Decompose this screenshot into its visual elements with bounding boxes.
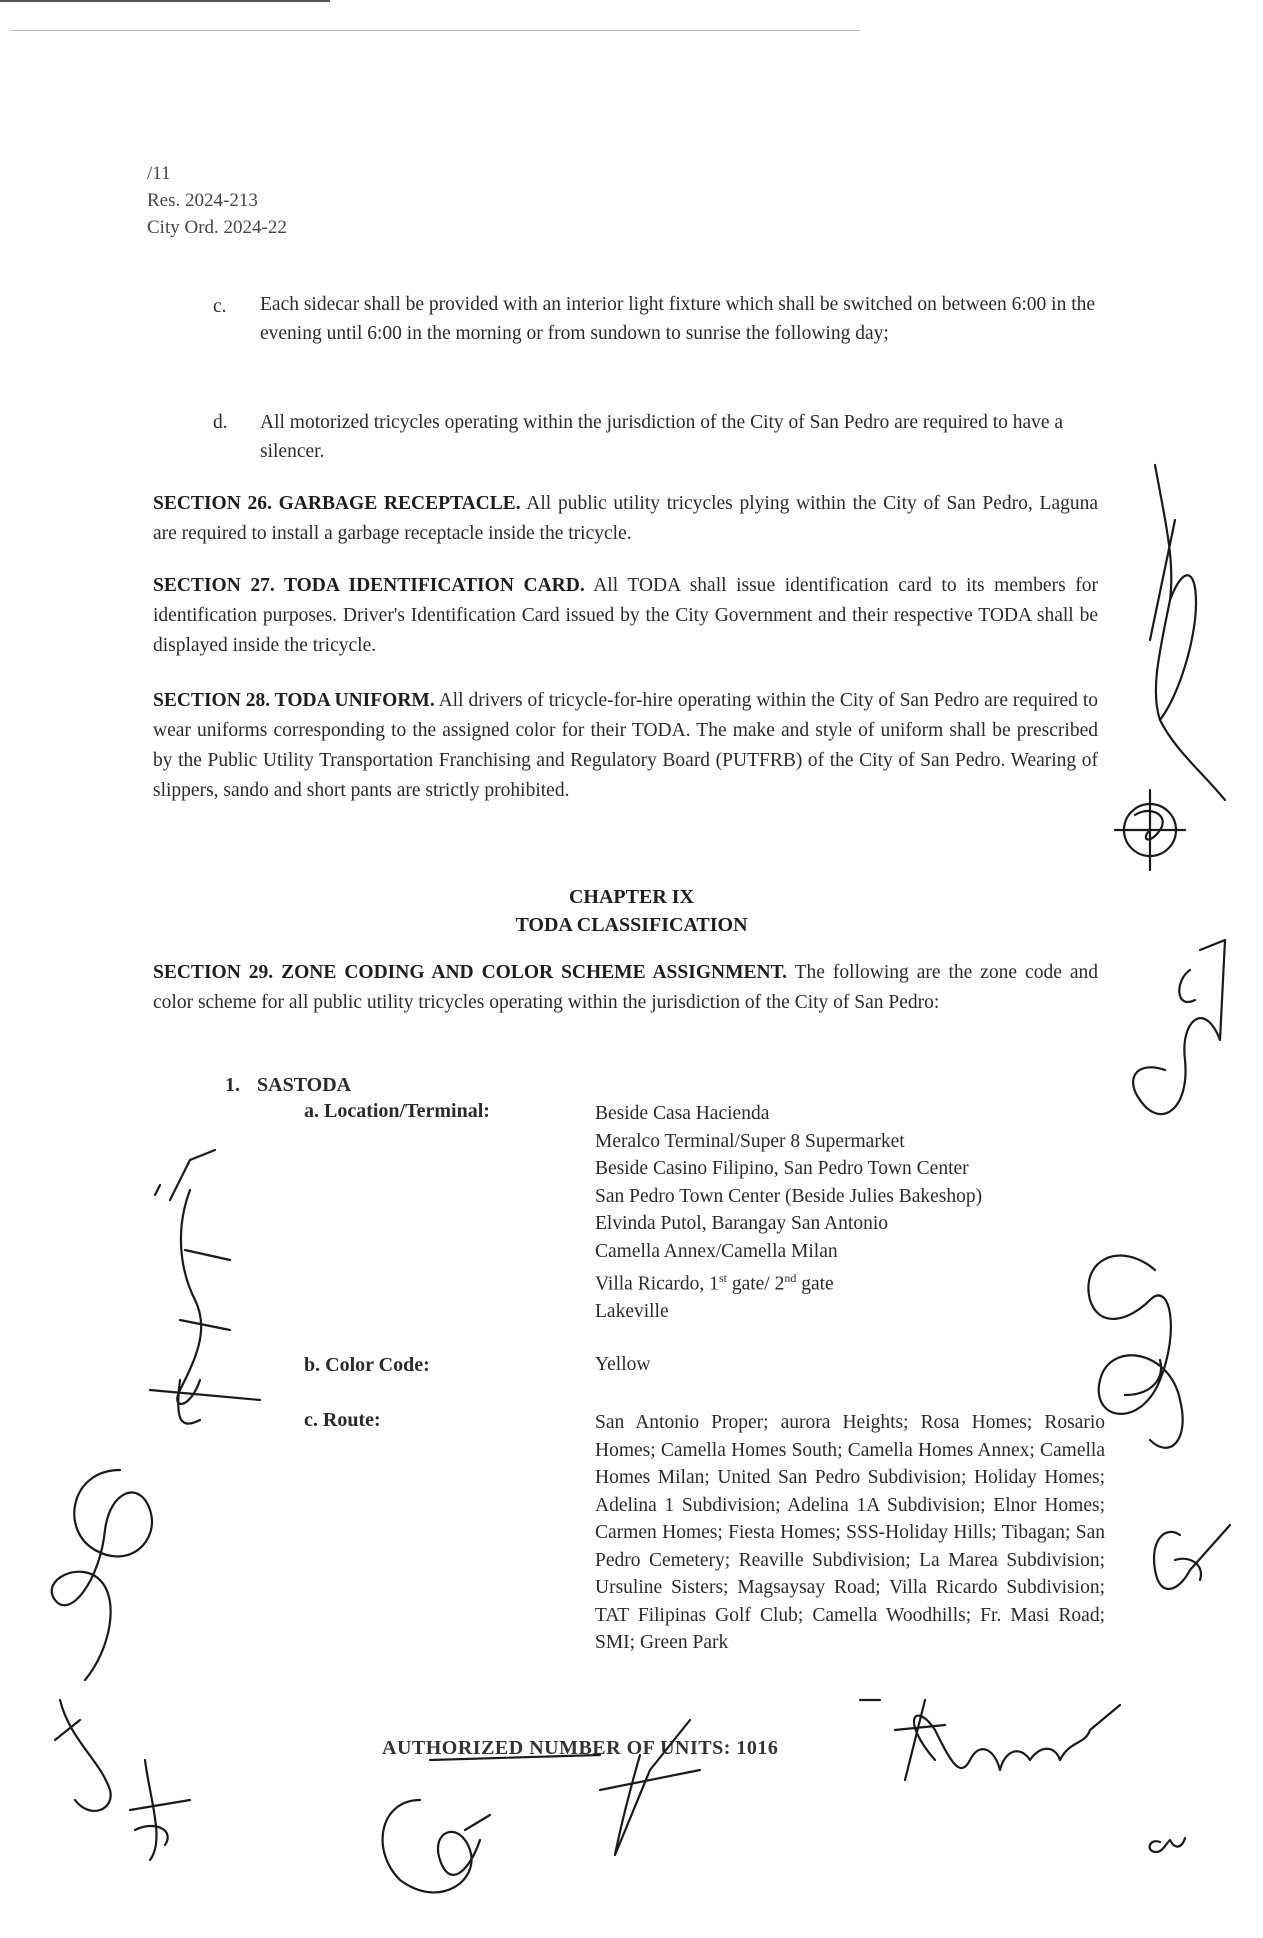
signature-left-vertical	[150, 1150, 260, 1424]
villa-ricardo-sup2: nd	[784, 1271, 797, 1285]
location-item: Camella Annex/Camella Milan	[595, 1240, 838, 1262]
toda-heading	[225, 1074, 351, 1097]
location-list	[595, 1100, 982, 1326]
section-26-title: SECTION 26. GARBAGE RECEPTACLE.	[153, 493, 521, 514]
page-number: /11	[147, 163, 171, 184]
authorized-units: AUTHORIZED NUMBER OF UNITS: 1016	[382, 1737, 779, 1759]
ordinance-number: City Ord. 2024-22	[147, 217, 287, 238]
location-item: Lakeville	[595, 1301, 669, 1322]
location-item: Beside Casino Filipino, San Pedro Town Center	[595, 1158, 969, 1179]
color-value: Yellow	[595, 1354, 651, 1375]
section-28	[153, 686, 1098, 806]
document-header	[147, 160, 287, 241]
item-c-text: Each sidecar shall be provided with an interior light fixture which shall be switched on between 6:00 in the evening until 6:00 in the morning or from sundown to sunrise the following day;	[260, 294, 1096, 344]
section-26	[153, 489, 1098, 549]
item-d	[213, 408, 1098, 466]
item-c-marker: c.	[213, 296, 227, 317]
route-label: c. Route:	[304, 1409, 381, 1431]
color-label: b. Color Code:	[304, 1354, 430, 1376]
section-28-title: SECTION 28. TODA UNIFORM.	[153, 690, 435, 711]
item-c	[213, 290, 1098, 348]
location-item: Beside Casa Hacienda	[595, 1103, 770, 1124]
section-27-text: All TODA shall issue identification card to its members for identification purposes. Driver's Identification Card issued by the City Government and their respective TODA shall be displayed inside the tricycle.	[153, 575, 1098, 656]
section-28-text: All drivers of tricycle-for-hire operating within the City of San Pedro are required to wear uniforms corresponding to the assigned color for their TODA. The make and style of uniform shall be prescribed by the Public Utility Transportation Franchising and Regulatory Board (PUTFRB) of the City of San Pedro. Wearing of slippers, sando and short pants are strictly prohibited.	[153, 690, 1098, 801]
villa-ricardo-prefix: Villa Ricardo, 1	[595, 1273, 719, 1295]
signature-left-bottom	[130, 1760, 190, 1860]
location-item-villa-ricardo	[595, 1265, 982, 1298]
scan-edge-line	[0, 0, 330, 2]
signature-right-bottom	[1154, 1525, 1230, 1589]
initials-bottom-right-small	[1150, 1838, 1185, 1852]
section-26-text: All public utility tricycles plying within the City of San Pedro, Laguna are required to install a garbage receptacle inside the tricycle.	[153, 493, 1098, 544]
chapter-title: TODA CLASSIFICATION	[515, 914, 748, 936]
signature-right-middle	[1133, 940, 1225, 1114]
crosshair-initial	[1115, 790, 1185, 870]
item-d-marker: d.	[213, 412, 228, 433]
villa-ricardo-suffix: gate	[796, 1273, 834, 1295]
signature-bottom-right-script	[895, 1700, 1120, 1780]
scan-edge-line-faint	[10, 30, 860, 31]
toda-number: 1.	[225, 1074, 240, 1096]
location-item: San Pedro Town Center (Beside Julies Bakeshop)	[595, 1185, 983, 1207]
signature-bottom-center-circle	[383, 1800, 490, 1892]
location-item: Elvinda Putol, Barangay San Antonio	[595, 1213, 889, 1234]
resolution-number: Res. 2024-213	[147, 190, 258, 211]
location-label: a. Location/Terminal:	[304, 1100, 490, 1122]
section-27-title: SECTION 27. TODA IDENTIFICATION CARD.	[153, 575, 585, 596]
item-d-text: All motorized tricycles operating within the jurisdiction of the City of San Pedro are required to have a silencer.	[260, 412, 1064, 462]
section-29	[153, 958, 1098, 1018]
signature-left-loops	[52, 1470, 152, 1811]
section-27	[153, 571, 1098, 661]
toda-name: SASTODA	[257, 1074, 352, 1096]
chapter-number: CHAPTER IX	[568, 886, 694, 908]
location-item: Meralco Terminal/Super 8 Supermarket	[595, 1130, 905, 1152]
villa-ricardo-sup1: st	[718, 1271, 727, 1285]
villa-ricardo-middle: gate/ 2	[726, 1273, 785, 1295]
section-29-text: The following are the zone code and color scheme for all public utility tricycles operating within the jurisdiction of the City of San Pedro:	[153, 962, 1098, 1013]
section-29-title: SECTION 29. ZONE CODING AND COLOR SCHEME ASSIGNMENT.	[153, 962, 788, 983]
route-value: San Antonio Proper; aurora Heights; Rosa Homes; Rosario Homes; Camella Homes South; Camella Homes Annex; Camella Homes Milan; United San Pedro Subdivision; Holiday Homes; Adelina 1 Subdivision; Adelina 1A Subdivision; Elnor Homes; Carmen Homes; Fiesta Homes; SSS-Holiday Hills; Tibagan; San Pedro Cemetery; Reaville Subdivision; La Marea Subdivision; Ursuline Sisters; Magsaysay Road; Villa Ricardo Subdivision; TAT Filipinas Golf Club; Camella Woodhills; Fr. Masi Road; SMI; Green Park	[595, 1412, 1105, 1653]
chapter-heading	[0, 883, 1263, 939]
signature-right-top	[1150, 465, 1225, 800]
